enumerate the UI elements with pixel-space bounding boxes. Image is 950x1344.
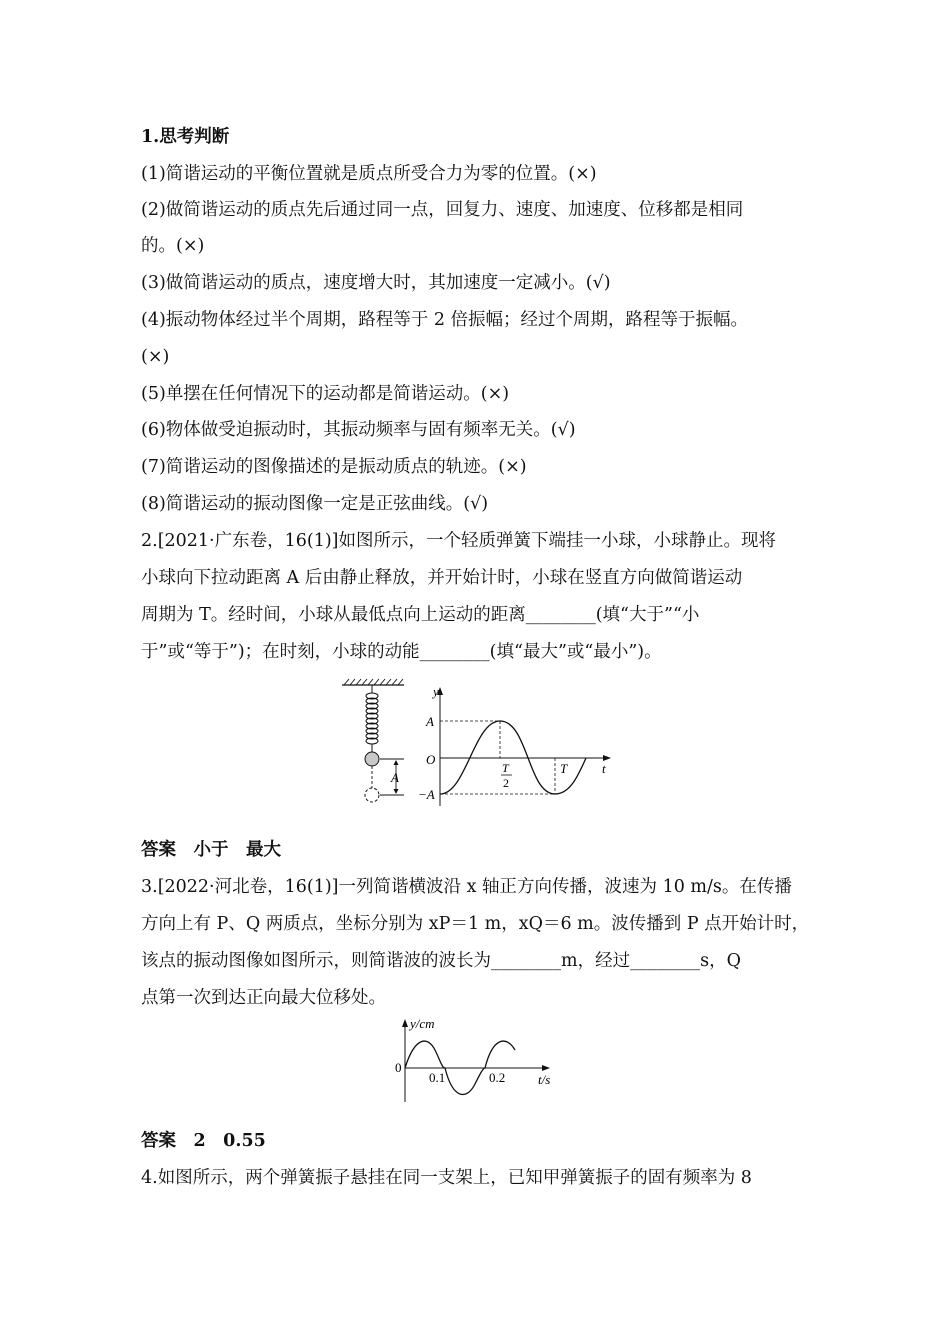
q3-line-3: 该点的振动图像如图所示，则简谐波的波长为________m，经过________s，Q	[141, 951, 741, 971]
q2-line-1: 2.[2021·广东卷，16(1)]如图所示，一个轻质弹簧下端挂一小球，小球静止。现将	[141, 531, 777, 551]
ball	[365, 752, 379, 766]
q3-origin-label: 0	[395, 1060, 402, 1075]
ceiling-support	[342, 679, 404, 685]
q3-figure	[390, 1014, 565, 1111]
q3-answer: 答案 2 0.55	[141, 1131, 266, 1151]
ball-lowest-position	[365, 766, 379, 802]
y-axis-label: y	[433, 684, 439, 699]
q3-t-axis-label: t/s	[538, 1072, 551, 1087]
tick-A: A	[426, 714, 434, 729]
tick-neg-A: −A	[418, 787, 435, 802]
q2-answer: 答案 小于 最大	[141, 840, 281, 860]
graph-axes	[440, 692, 606, 806]
q1-item-5: (5)单摆在任何情况下的运动都是简谐运动。(×)	[141, 384, 510, 404]
svg-text:2: 2	[503, 776, 509, 790]
q4-line-1: 4.如图所示，两个弹簧振子悬挂在同一支架上，已知甲弹簧振子的固有频率为 8	[141, 1168, 752, 1188]
q1-item-4: (4)振动物体经过半个周期，路程等于 2 倍振幅；经过个周期，路程等于振幅。	[141, 310, 749, 330]
q1-item-6: (6)物体做受迫振动时，其振动频率与固有频率无关。(√)	[141, 420, 576, 440]
q1-heading: 1.思考判断	[141, 127, 230, 147]
q1-item-4-cont: (×)	[141, 347, 170, 367]
q3-y-axis-label: y/cm	[410, 1016, 435, 1031]
q3-t-arrow	[542, 1065, 550, 1071]
q2-figure	[338, 676, 618, 816]
period-label: T	[560, 761, 568, 776]
spring	[366, 685, 378, 752]
q1-item-2: (2)做简谐运动的质点先后通过同一点，回复力、速度、加速度、位移都是相同	[141, 200, 744, 220]
half-period-label	[501, 761, 512, 790]
q3-line-2: 方向上有 P、Q 两质点，坐标分别为 xP＝1 m，xQ＝6 m。波传播到 P 点开始计时，	[141, 914, 810, 934]
q3-line-1: 3.[2022·河北卷，16(1)]一列简谐横波沿 x 轴正方向传播，波速为 10 m/s。在传播	[141, 877, 792, 897]
q3-y-arrow	[402, 1019, 408, 1027]
q3-tick-0-2: 0.2	[489, 1070, 506, 1085]
q3-line-4: 点第一次到达正向最大位移处。	[141, 988, 386, 1008]
q1-item-7: (7)简谐运动的图像描述的是振动质点的轨迹。(×)	[141, 457, 527, 477]
q2-line-4: 于”或“等于”)；在时刻，小球的动能________(填“最大”或“最小”)。	[141, 642, 662, 662]
svg-text:T: T	[502, 761, 509, 775]
t-axis-label: t	[602, 761, 606, 776]
q3-axes	[405, 1024, 545, 1102]
q2-line-2: 小球向下拉动距离 A 后由静止释放，并开始计时，小球在竖直方向做简谐运动	[141, 568, 743, 588]
q2-line-3: 周期为 T。经时间，小球从最低点向上运动的距离________(填“大于”“小	[141, 605, 700, 625]
spring-amplitude-label: A	[391, 770, 399, 785]
q3-tick-0-1: 0.1	[429, 1070, 446, 1085]
q1-item-8: (8)简谐运动的振动图像一定是正弦曲线。(√)	[141, 494, 489, 514]
origin-label: O	[426, 752, 436, 767]
q1-item-1: (1)简谐运动的平衡位置就是质点所受合力为零的位置。(×)	[141, 164, 597, 184]
q1-item-3: (3)做简谐运动的质点，速度增大时，其加速度一定减小。(√)	[141, 273, 611, 293]
q1-item-2-cont: 的。(×)	[141, 236, 205, 256]
